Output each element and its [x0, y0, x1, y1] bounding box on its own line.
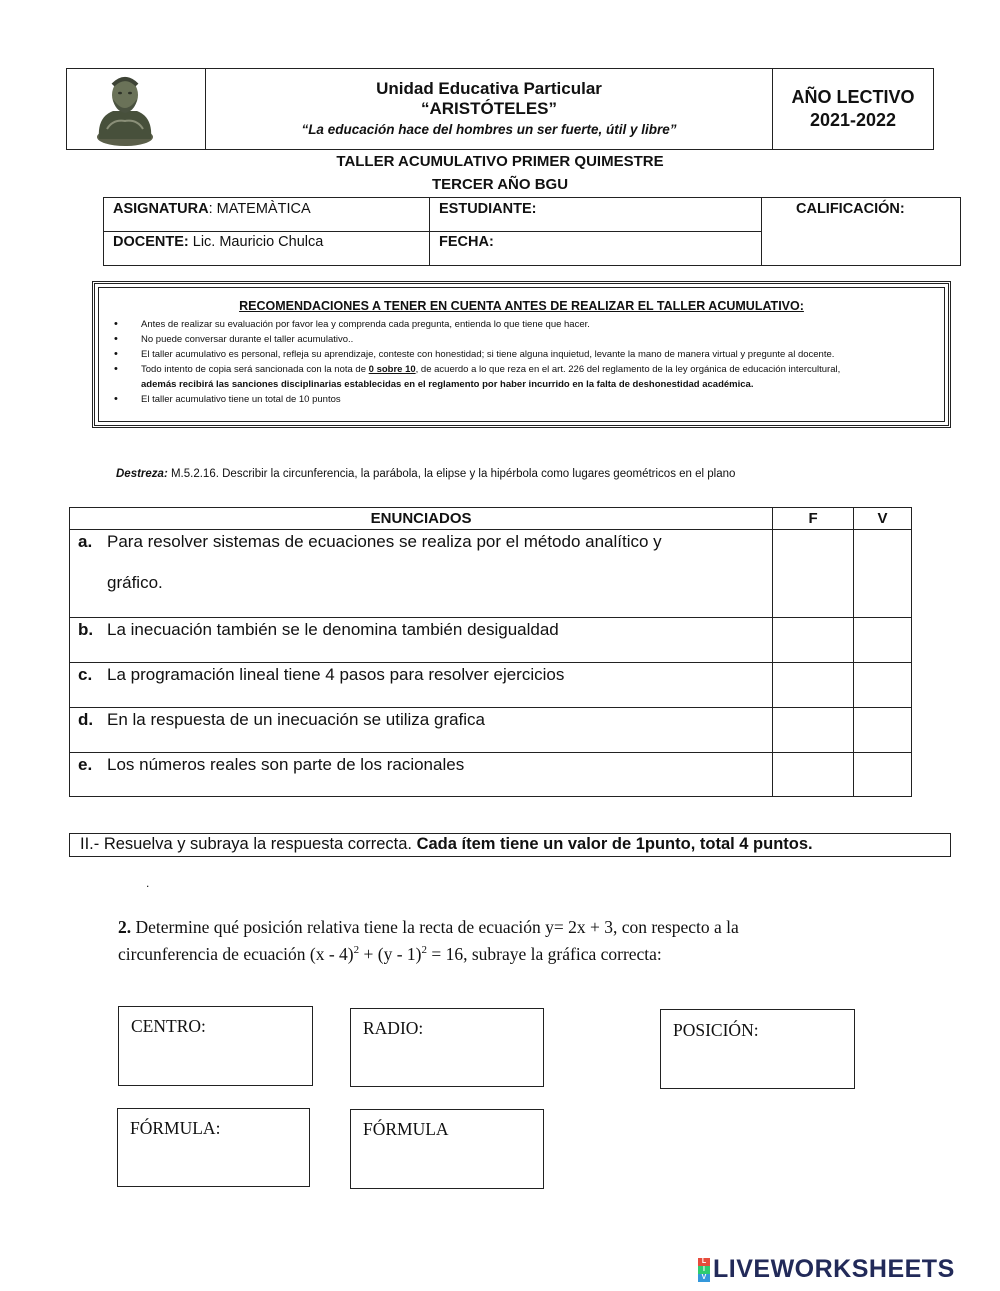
statement-text: La inecuación también se le denomina también desigualdad: [107, 620, 559, 639]
aristotle-bust-icon: [67, 69, 205, 149]
recommendation-item: • Antes de realizar su evaluación por favor lea y comprenda cada pregunta, entienda lo que tiene que hacer.: [111, 317, 840, 332]
statement-c: [70, 663, 773, 708]
exponent: 2: [421, 944, 427, 956]
question-text-2: circunferencia de ecuación (x - 4): [118, 943, 354, 964]
answer-cell-false[interactable]: [773, 708, 854, 753]
subject-label: ASIGNATURA: [113, 201, 209, 217]
copy-rule-pre: Todo intento de copia será sancionada con la nota de: [141, 364, 369, 375]
teacher-value: Lic. Mauricio Chulca: [188, 234, 324, 250]
statement-text: La programación lineal tiene 4 pasos para resolver ejercicios: [107, 665, 565, 684]
statement-label: a.: [78, 532, 93, 551]
table-row: [70, 618, 912, 663]
copy-rule-post: , de acuerdo a lo que reza en el art. 226 del reglamento de la ley orgánica de educación intercultural,: [415, 364, 841, 375]
question-number: 2.: [118, 917, 132, 937]
table-row: [70, 753, 912, 797]
badge-letter: V: [698, 1274, 710, 1282]
table-header-row: [70, 508, 912, 530]
center-label: CENTRO:: [131, 1016, 206, 1036]
grade-label: CALIFICACIÓN:: [796, 201, 905, 217]
question-text-4: = 16, subraye la gráfica correcta:: [426, 943, 662, 964]
statement-text: Para resolver sistemas de ecuaciones se realiza por el método analítico y: [107, 532, 662, 551]
true-false-table: [69, 507, 912, 797]
badge-letter: I: [698, 1266, 710, 1274]
skill-label: Destreza:: [116, 468, 168, 480]
teacher-field: [113, 234, 323, 250]
course-title: TERCER AÑO BGU: [431, 176, 569, 193]
info-divider-2: [761, 198, 762, 265]
center-answer-box[interactable]: [118, 1006, 313, 1086]
date-label: FECHA:: [439, 234, 494, 250]
question-text-3: + (y - 1): [359, 943, 422, 964]
formula-answer-box-2[interactable]: [350, 1109, 544, 1189]
question-2: [118, 916, 878, 966]
statement-text: Los números reales son parte de los racionales: [107, 755, 465, 774]
col-header-false: F: [773, 508, 854, 530]
copy-rule-sanctions: además recibirá las sanciones disciplinarias establecidas en el reglamento por haber incurrido en la falta de deshonestidad académica.: [141, 379, 754, 390]
school-info-cell: [206, 69, 773, 149]
liveworksheets-wordmark: LIVEWORKSHEETS: [713, 1255, 955, 1283]
table-row: [70, 708, 912, 753]
section-2-text: II.- Resuelva y subraya la respuesta correcta.: [80, 835, 417, 853]
answer-cell-true[interactable]: [854, 753, 912, 797]
student-info-table: [103, 197, 961, 266]
info-row-divider: [104, 231, 761, 232]
position-label: POSICIÓN:: [673, 1020, 759, 1040]
answer-cell-true[interactable]: [854, 618, 912, 663]
recommendations-list: [111, 317, 840, 407]
statement-label: d.: [78, 710, 94, 729]
school-year-cell: [773, 69, 933, 149]
student-label: ESTUDIANTE:: [439, 201, 537, 217]
recommendation-item: • El taller acumulativo es personal, refleja su aprendizaje, conteste con honestidad; si tiene alguna inquietud, levante la mano de manera virtual y pregunte al docente.: [111, 347, 840, 362]
subject-field: [113, 201, 311, 217]
statement-label: c.: [78, 665, 93, 684]
recommendation-item: • El taller acumulativo tiene un total de 10 puntos: [111, 392, 840, 407]
badge-letter: L: [698, 1258, 710, 1266]
liveworksheets-logo: [698, 1255, 955, 1284]
answer-cell-false[interactable]: [773, 753, 854, 797]
subject-value: : MATEMÀTICA: [208, 201, 311, 217]
col-header-true: V: [854, 508, 912, 530]
stray-dot: .: [146, 876, 150, 890]
skill-text: M.5.2.16. Describir la circunferencia, la parábola, la elipse y la hipérbola como lugares geométricos en el plano: [167, 468, 736, 480]
recommendation-item: [111, 362, 840, 392]
section-2-instructions: [69, 833, 951, 857]
school-motto: “La educación hace del hombres un ser fuerte, útil y libre”: [301, 122, 677, 137]
answer-cell-false[interactable]: [773, 530, 854, 618]
statement-label: b.: [78, 620, 94, 639]
statement-e: [70, 753, 773, 797]
recommendation-item: • No puede conversar durante el taller acumulativo..: [111, 332, 840, 347]
exponent: 2: [353, 944, 360, 956]
formula-answer-box-1[interactable]: [117, 1108, 310, 1187]
statement-label: e.: [78, 755, 93, 774]
skill-statement: [116, 468, 735, 480]
statement-d: [70, 708, 773, 753]
statement-b: [70, 618, 773, 663]
workshop-title: TALLER ACUMULATIVO PRIMER QUIMESTRE: [336, 153, 664, 170]
answer-cell-false[interactable]: [773, 663, 854, 708]
school-year-label: AÑO LECTIVO: [791, 87, 915, 107]
school-year-value: 2021-2022: [809, 110, 897, 130]
answer-cell-true[interactable]: [854, 708, 912, 753]
position-answer-box[interactable]: [660, 1009, 855, 1089]
recommendations-inner: [98, 287, 945, 422]
header-box: [66, 68, 934, 150]
col-header-statements: ENUNCIADOS: [70, 508, 773, 530]
answer-cell-true[interactable]: [854, 663, 912, 708]
formula-label-2: FÓRMULA: [363, 1119, 449, 1139]
table-row: [70, 530, 912, 618]
copy-rule-grade: 0 sobre 10: [368, 364, 416, 375]
teacher-label: DOCENTE:: [113, 234, 189, 250]
answer-cell-false[interactable]: [773, 618, 854, 663]
school-name-quoted: “ARISTÓTELES”: [420, 99, 557, 118]
statement-text-cont: gráfico.: [107, 573, 163, 592]
recommendations-heading: RECOMENDACIONES A TENER EN CUENTA ANTES DE REALIZAR EL TALLER ACUMULATIVO:: [239, 299, 804, 313]
question-text: Determine qué posición relativa tiene la recta de ecuación y= 2x + 3, con respecto a la: [131, 917, 739, 937]
live-badge-icon: [698, 1258, 710, 1282]
answer-cell-true[interactable]: [854, 530, 912, 618]
section-2-points: Cada ítem tiene un valor de 1punto, total 4 puntos.: [416, 835, 813, 853]
recommendations-box: [92, 281, 951, 428]
radius-answer-box[interactable]: [350, 1008, 544, 1087]
school-name: Unidad Educativa Particular: [376, 79, 602, 98]
radius-label: RADIO:: [363, 1018, 424, 1038]
school-logo-cell: [67, 69, 206, 149]
formula-label-1: FÓRMULA:: [130, 1118, 221, 1138]
statement-text: En la respuesta de un inecuación se utiliza grafica: [107, 710, 486, 729]
statement-a: [70, 530, 773, 618]
table-row: [70, 663, 912, 708]
